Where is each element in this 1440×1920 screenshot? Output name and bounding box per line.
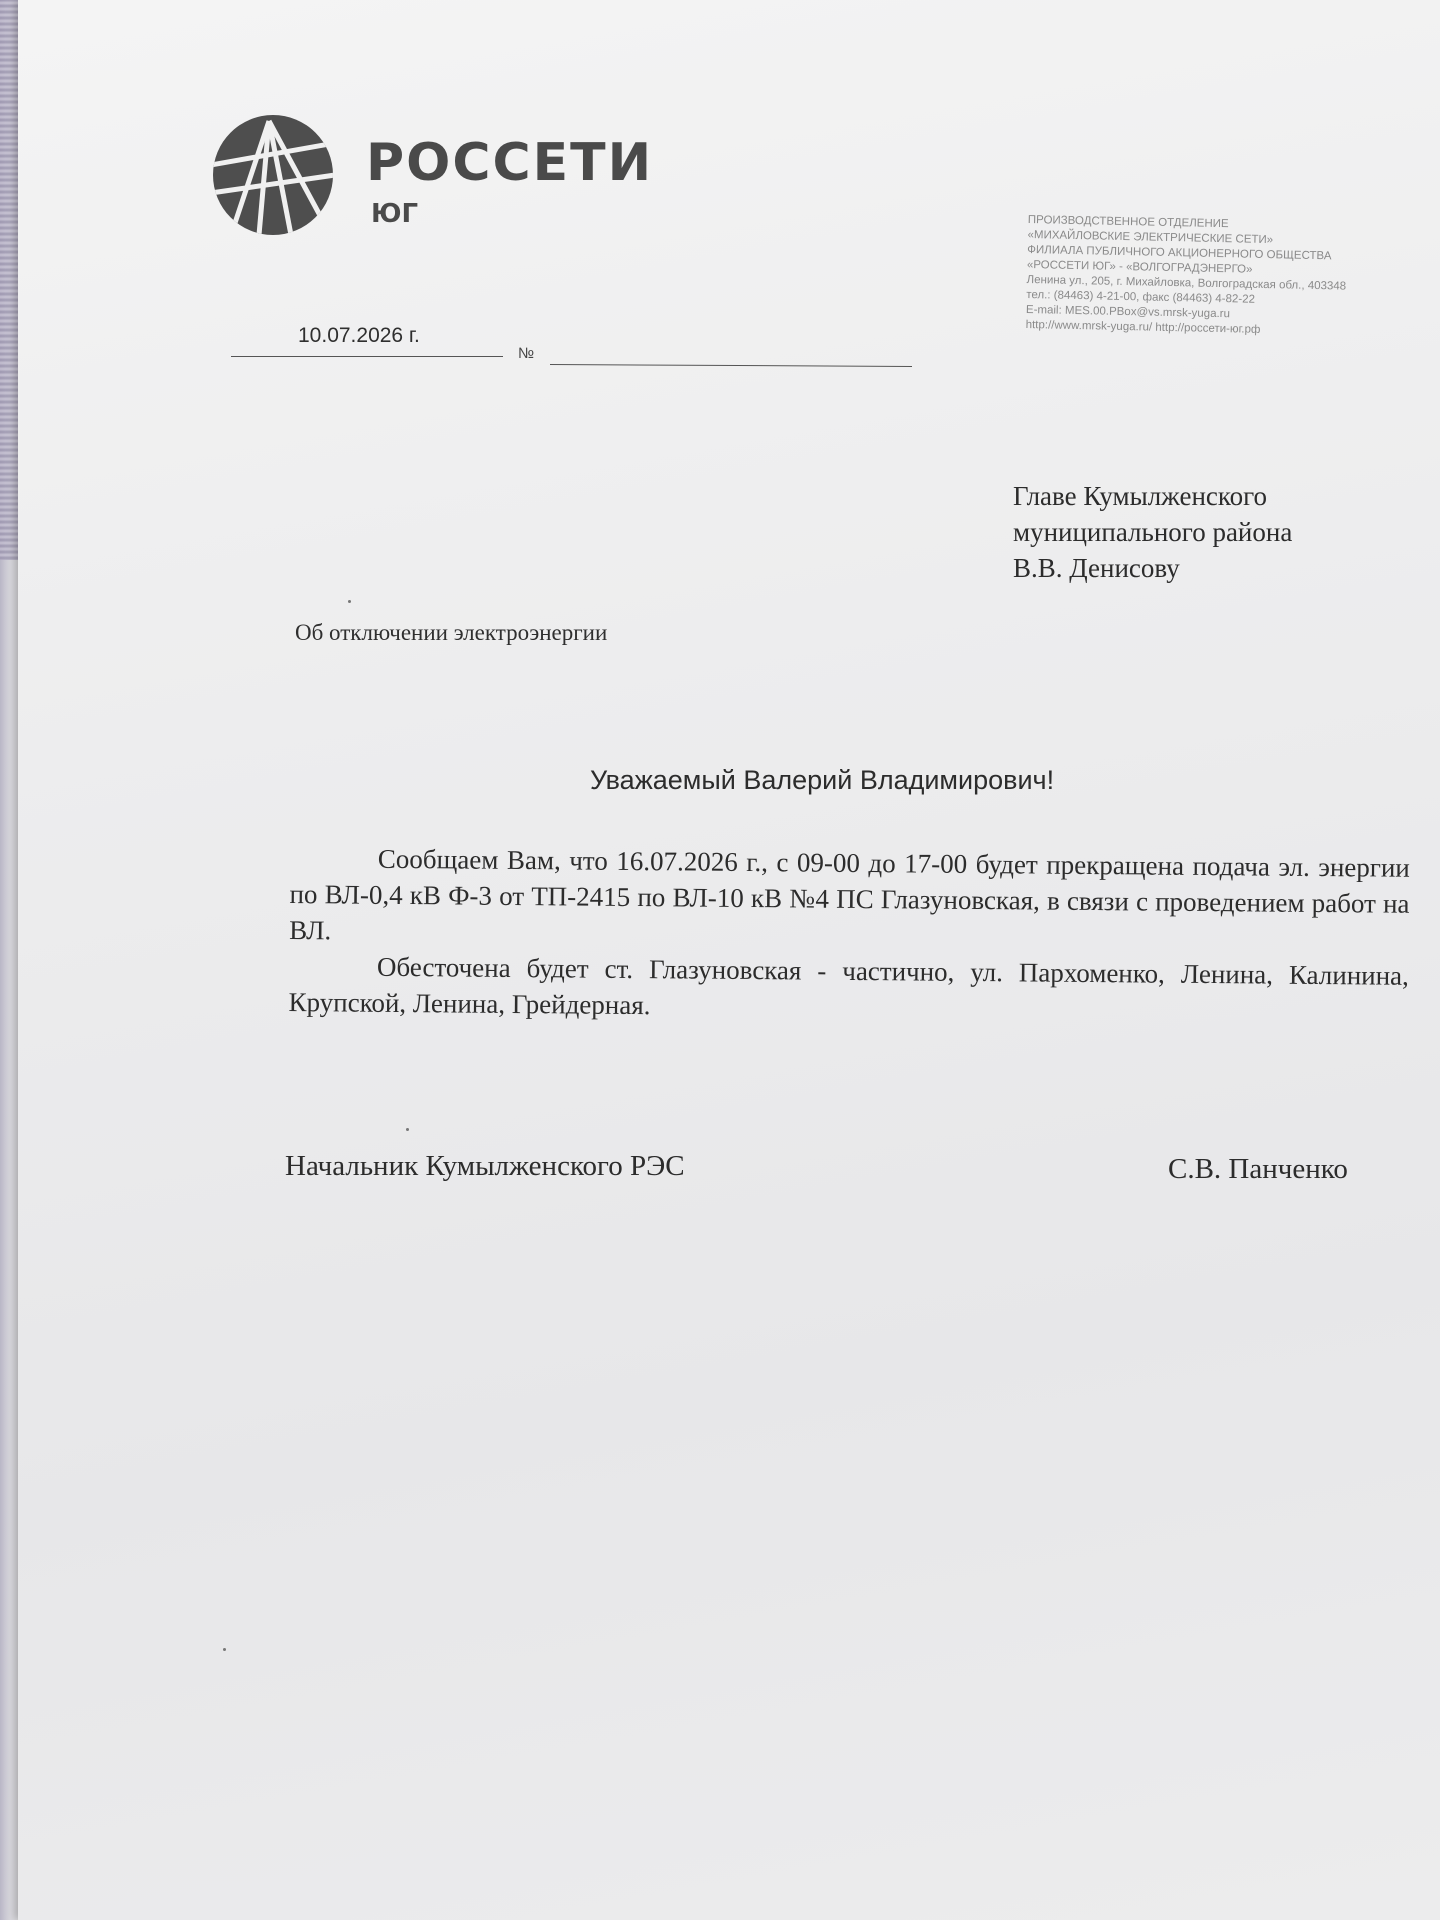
company-logo [211, 113, 654, 243]
number-underline [550, 364, 912, 367]
logo-wordmark: РОССЕТИ [366, 133, 654, 193]
org-website: http://www.mrsk-yuga.ru/ http://россети-юг.рф [1025, 318, 1261, 336]
addressee-line: Главе Кумылженского [1013, 481, 1268, 511]
letter-page [18, 0, 1440, 1920]
greeting: Уважаемый Валерий Владимирович! [590, 765, 1055, 795]
number-sign: № [518, 345, 535, 362]
logo-region: ЮГ [371, 199, 419, 229]
org-line: ПРОИЗВОДСТВЕННОЕ ОТДЕЛЕНИЕ [1027, 213, 1229, 231]
org-line: «МИХАЙЛОВСКИЕ ЭЛЕКТРИЧЕСКИЕ СЕТИ» [1027, 228, 1274, 247]
org-phone: тел.: (84463) 4-21-00, факс (84463) 4-82-22 [1026, 288, 1256, 306]
organization-details [1025, 213, 1427, 341]
signatory-position: Начальник Кумылженского РЭС [285, 1150, 685, 1182]
letter-body [288, 840, 1410, 1030]
org-address: Ленина ул., 205, г. Михайловка, Волгоградская обл., 403348 [1026, 273, 1347, 293]
letter-date: 10.07.2026 г. [298, 324, 420, 347]
org-line: «РОССЕТИ ЮГ» - «ВОЛГОГРАДЭНЕРГО» [1026, 258, 1253, 276]
paper-speck [406, 1128, 409, 1131]
date-underline [231, 356, 503, 357]
org-email: E-mail: MES.00.PBox@vs.mrsk-yuga.ru [1025, 303, 1231, 321]
paper-speck [348, 600, 351, 603]
addressee-line: В.В. Денисову [1013, 553, 1180, 583]
addressee-block [1013, 478, 1292, 586]
signatory-name: С.В. Панченко [1168, 1153, 1348, 1185]
paper-speck [223, 1648, 226, 1651]
body-paragraph: Сообщаем Вам, что 16.07.2026 г., с 09-00 до 17-00 будет прекращена подача эл. энергии по ВЛ-0,4 кВ Ф-3 от ТП-2415 по ВЛ-10 кВ №4 ПС Глазуновская, в связи с проведением работ на ВЛ. [289, 843, 1410, 946]
addressee-line: муниципального района [1013, 517, 1293, 547]
letter-subject: Об отключении электроэнергии [295, 620, 608, 645]
body-paragraph: Обесточена будет ст. Глазуновская - частично, ул. Пархоменко, Ленина, Калинина, Крупской, Ленина, Грейдерная. [288, 951, 1409, 1021]
org-line: ФИЛИАЛА ПУБЛИЧНОГО АКЦИОНЕРНОГО ОБЩЕСТВА [1027, 243, 1332, 263]
rosseti-emblem-icon [211, 113, 335, 237]
